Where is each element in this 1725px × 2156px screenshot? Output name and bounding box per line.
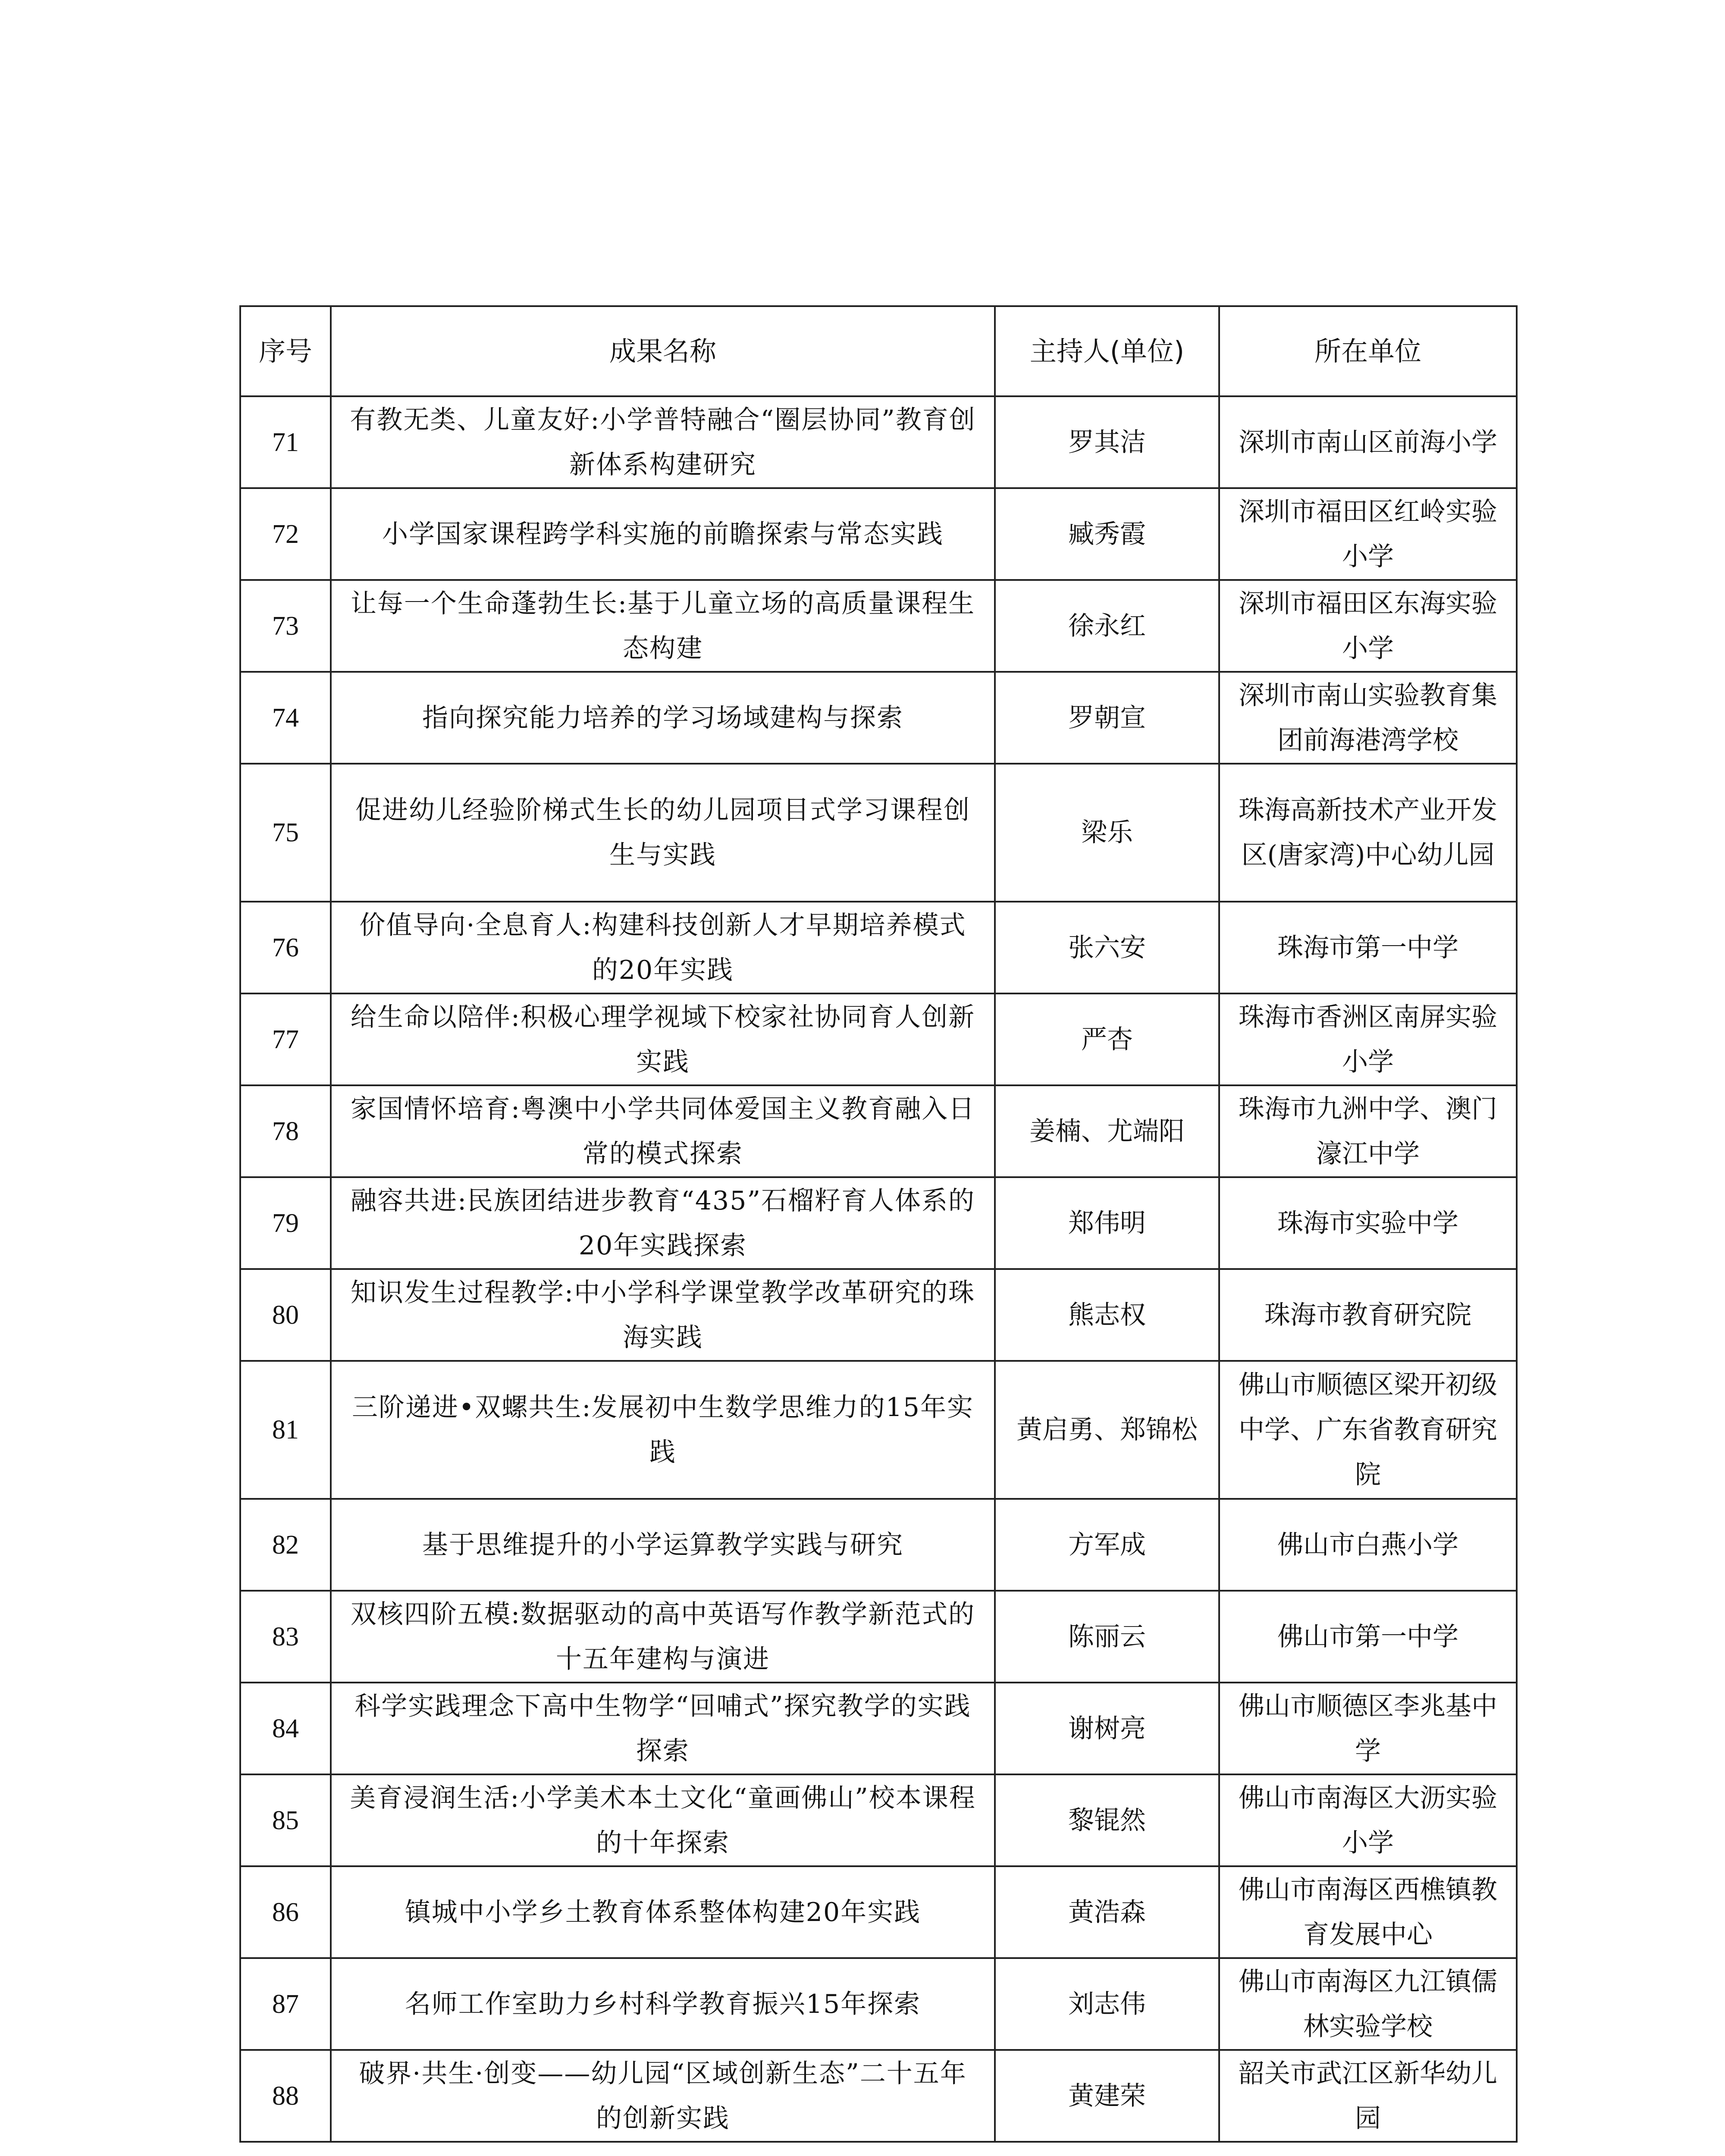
achievement-name-cell: 指向探究能力培养的学习场域建构与探索 — [331, 672, 995, 764]
serial-number-cell: 81 — [240, 1361, 331, 1499]
table-row — [240, 2050, 1517, 2142]
host-cell: 罗朝宣 — [995, 672, 1219, 764]
unit-cell: 珠海市教育研究院 — [1219, 1269, 1517, 1361]
host-cell: 谢树亮 — [995, 1683, 1219, 1774]
unit-cell: 佛山市顺德区李兆基中学 — [1219, 1683, 1517, 1774]
unit-cell: 佛山市南海区大沥实验小学 — [1219, 1774, 1517, 1866]
unit-cell: 佛山市顺德区梁开初级中学、广东省教育研究院 — [1219, 1361, 1517, 1499]
achievements-table — [239, 305, 1518, 2143]
header-unit: 所在单位 — [1219, 306, 1517, 396]
header-host: 主持人(单位) — [995, 306, 1219, 396]
host-cell: 严杏 — [995, 993, 1219, 1085]
achievement-name-cell: 知识发生过程教学:中小学科学课堂教学改革研究的珠海实践 — [331, 1269, 995, 1361]
unit-cell: 深圳市南山实验教育集团前海港湾学校 — [1219, 672, 1517, 764]
table-row — [240, 1085, 1517, 1177]
achievement-name-cell: 小学国家课程跨学科实施的前瞻探索与常态实践 — [331, 488, 995, 580]
serial-number-cell: 79 — [240, 1177, 331, 1269]
host-cell: 黄建荣 — [995, 2050, 1219, 2142]
table-row — [240, 1774, 1517, 1866]
host-cell: 姜楠、尤端阳 — [995, 1085, 1219, 1177]
achievement-name-cell: 有教无类、儿童友好:小学普特融合“圈层协同”教育创新体系构建研究 — [331, 396, 995, 488]
host-cell: 罗其洁 — [995, 396, 1219, 488]
unit-cell: 珠海市第一中学 — [1219, 902, 1517, 993]
unit-cell: 珠海市香洲区南屏实验小学 — [1219, 993, 1517, 1085]
unit-cell: 佛山市南海区九江镇儒林实验学校 — [1219, 1958, 1517, 2050]
serial-number-cell: 87 — [240, 1958, 331, 2050]
table-row — [240, 993, 1517, 1085]
serial-number-cell: 83 — [240, 1591, 331, 1683]
table-row — [240, 580, 1517, 672]
achievement-name-cell: 科学实践理念下高中生物学“回哺式”探究教学的实践探索 — [331, 1683, 995, 1774]
unit-cell: 珠海市九洲中学、澳门濠江中学 — [1219, 1085, 1517, 1177]
table-row — [240, 1361, 1517, 1499]
table-body — [240, 396, 1517, 2142]
achievement-name-cell: 基于思维提升的小学运算教学实践与研究 — [331, 1499, 995, 1591]
table-row — [240, 1269, 1517, 1361]
table-row — [240, 1683, 1517, 1774]
table-row — [240, 764, 1517, 902]
table-row — [240, 902, 1517, 993]
achievement-name-cell: 给生命以陪伴:积极心理学视域下校家社协同育人创新实践 — [331, 993, 995, 1085]
table-row — [240, 1591, 1517, 1683]
host-cell: 黄浩森 — [995, 1866, 1219, 1958]
achievement-name-cell: 家国情怀培育:粤澳中小学共同体爱国主义教育融入日常的模式探索 — [331, 1085, 995, 1177]
achievement-name-cell: 美育浸润生活:小学美术本土文化“童画佛山”校本课程的十年探索 — [331, 1774, 995, 1866]
table-row — [240, 1177, 1517, 1269]
table-row — [240, 488, 1517, 580]
table-row — [240, 1958, 1517, 2050]
serial-number-cell: 71 — [240, 396, 331, 488]
host-cell: 熊志权 — [995, 1269, 1219, 1361]
serial-number-cell: 74 — [240, 672, 331, 764]
achievement-name-cell: 双核四阶五模:数据驱动的高中英语写作教学新范式的十五年建构与演进 — [331, 1591, 995, 1683]
serial-number-cell: 75 — [240, 764, 331, 902]
header-achievement-name: 成果名称 — [331, 306, 995, 396]
serial-number-cell: 84 — [240, 1683, 331, 1774]
unit-cell: 佛山市白燕小学 — [1219, 1499, 1517, 1591]
unit-cell: 韶关市武江区新华幼儿园 — [1219, 2050, 1517, 2142]
serial-number-cell: 80 — [240, 1269, 331, 1361]
serial-number-cell: 82 — [240, 1499, 331, 1591]
table-row — [240, 1499, 1517, 1591]
achievement-name-cell: 三阶递进•双螺共生:发展初中生数学思维力的15年实践 — [331, 1361, 995, 1499]
achievement-name-cell: 镇城中小学乡土教育体系整体构建20年实践 — [331, 1866, 995, 1958]
host-cell: 臧秀霞 — [995, 488, 1219, 580]
serial-number-cell: 76 — [240, 902, 331, 993]
unit-cell: 深圳市南山区前海小学 — [1219, 396, 1517, 488]
host-cell: 徐永红 — [995, 580, 1219, 672]
table-row — [240, 1866, 1517, 1958]
unit-cell: 深圳市福田区东海实验小学 — [1219, 580, 1517, 672]
serial-number-cell: 72 — [240, 488, 331, 580]
unit-cell: 佛山市南海区西樵镇教育发展中心 — [1219, 1866, 1517, 1958]
unit-cell: 珠海高新技术产业开发区(唐家湾)中心幼儿园 — [1219, 764, 1517, 902]
unit-cell: 深圳市福田区红岭实验小学 — [1219, 488, 1517, 580]
host-cell: 郑伟明 — [995, 1177, 1219, 1269]
table-row — [240, 396, 1517, 488]
host-cell: 刘志伟 — [995, 1958, 1219, 2050]
serial-number-cell: 86 — [240, 1866, 331, 1958]
header-serial-number: 序号 — [240, 306, 331, 396]
achievement-name-cell: 破界·共生·创变——幼儿园“区域创新生态”二十五年的创新实践 — [331, 2050, 995, 2142]
achievement-name-cell: 让每一个生命蓬勃生长:基于儿童立场的高质量课程生态构建 — [331, 580, 995, 672]
host-cell: 张六安 — [995, 902, 1219, 993]
host-cell: 梁乐 — [995, 764, 1219, 902]
achievement-name-cell: 融容共进:民族团结进步教育“435”石榴籽育人体系的20年实践探索 — [331, 1177, 995, 1269]
table-header-row — [240, 306, 1517, 396]
serial-number-cell: 77 — [240, 993, 331, 1085]
achievement-name-cell: 促进幼儿经验阶梯式生长的幼儿园项目式学习课程创生与实践 — [331, 764, 995, 902]
host-cell: 黄启勇、郑锦松 — [995, 1361, 1219, 1499]
achievement-name-cell: 价值导向·全息育人:构建科技创新人才早期培养模式的20年实践 — [331, 902, 995, 993]
achievement-name-cell: 名师工作室助力乡村科学教育振兴15年探索 — [331, 1958, 995, 2050]
host-cell: 陈丽云 — [995, 1591, 1219, 1683]
serial-number-cell: 73 — [240, 580, 331, 672]
serial-number-cell: 88 — [240, 2050, 331, 2142]
serial-number-cell: 85 — [240, 1774, 331, 1866]
host-cell: 方军成 — [995, 1499, 1219, 1591]
serial-number-cell: 78 — [240, 1085, 331, 1177]
unit-cell: 佛山市第一中学 — [1219, 1591, 1517, 1683]
table-row — [240, 672, 1517, 764]
host-cell: 黎锟然 — [995, 1774, 1219, 1866]
unit-cell: 珠海市实验中学 — [1219, 1177, 1517, 1269]
